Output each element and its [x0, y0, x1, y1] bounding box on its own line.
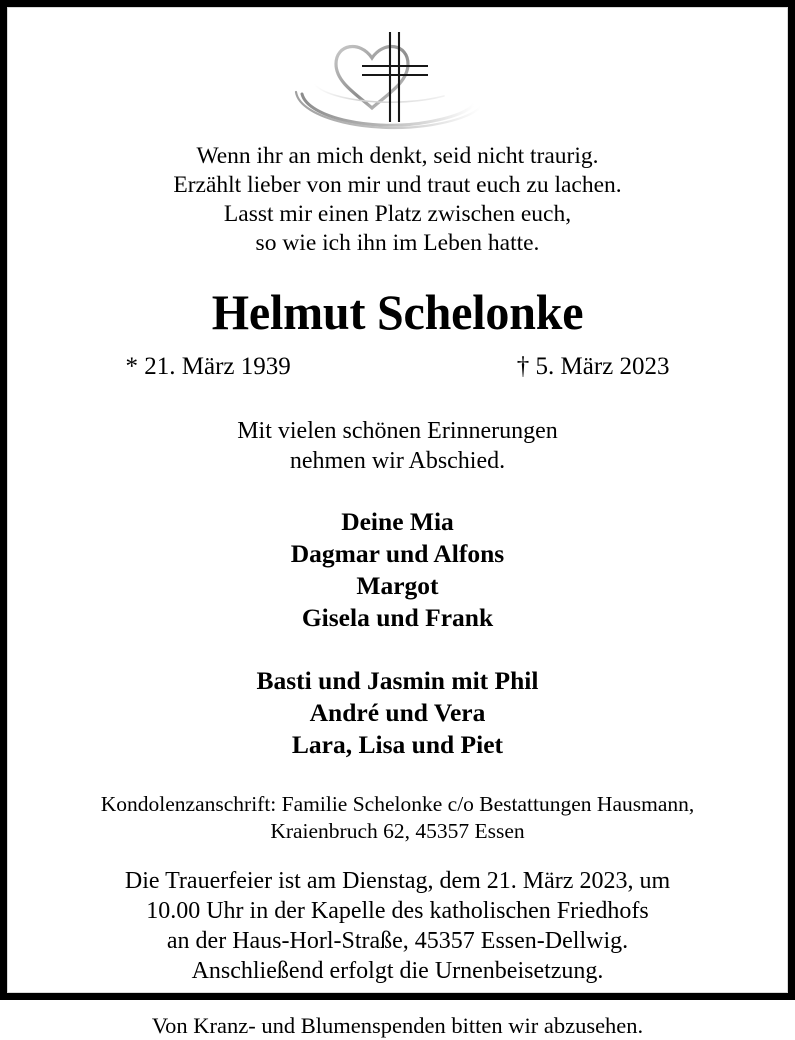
deceased-name: Helmut Schelonke	[211, 284, 584, 340]
mourners-group-2	[257, 665, 539, 761]
obituary-notice-content	[7, 7, 788, 1038]
mourner-line: Dagmar und Alfons	[290, 539, 505, 568]
life-dates	[118, 352, 678, 382]
mourner-line: Margot	[356, 571, 439, 600]
mourner-line: Deine Mia	[341, 507, 454, 536]
ceremony-line-1: Die Trauerfeier ist am Dienstag, dem 21. März 2023, um	[124, 868, 671, 894]
poem-line-2: Erzählt lieber von mir und traut euch zu lachen.	[173, 172, 622, 198]
poem-line-4: so wie ich ihn im Leben hatte.	[255, 230, 540, 256]
ceremony-line-2: 10.00 Uhr in der Kapelle des katholischen Friedhofs	[146, 898, 649, 924]
poem-line-3: Lasst mir einen Platz zwischen euch,	[223, 201, 572, 227]
flowers-note: Von Kranz- und Blumenspenden bitten wir abzusehen.	[151, 1013, 644, 1038]
mourner-line: Gisela und Frank	[301, 603, 494, 632]
mourner-line: André und Vera	[309, 698, 486, 727]
farewell-line-2: nehmen wir Abschied.	[289, 448, 506, 474]
birth-date: * 21. März 1939	[125, 353, 291, 380]
condolence-line-2: Kraienbruch 62, 45357 Essen	[270, 819, 525, 843]
mourners-group-1	[291, 506, 505, 634]
cross-heart-swoosh-icon	[278, 22, 518, 134]
condolence-address	[101, 791, 695, 845]
ceremony-line-3: an der Haus-Horl-Straße, 45357 Essen-Dellwig.	[166, 928, 629, 954]
ceremony-details	[125, 866, 670, 986]
farewell-text	[237, 416, 558, 476]
mourner-line: Lara, Lisa und Piet	[291, 730, 504, 759]
mourner-line: Basti und Jasmin mit Phil	[256, 666, 539, 695]
death-date: † 5. März 2023	[516, 353, 670, 380]
farewell-line-1: Mit vielen schönen Erinnerungen	[237, 418, 558, 444]
condolence-line-1: Kondolenzanschrift: Familie Schelonke c/o Bestattungen Hausmann,	[100, 792, 695, 816]
poem-line-1: Wenn ihr an mich denkt, seid nicht traurig.	[196, 143, 599, 169]
ceremony-line-4: Anschließend erfolgt die Urnenbeisetzung.	[191, 958, 604, 984]
poem-text	[173, 142, 621, 258]
